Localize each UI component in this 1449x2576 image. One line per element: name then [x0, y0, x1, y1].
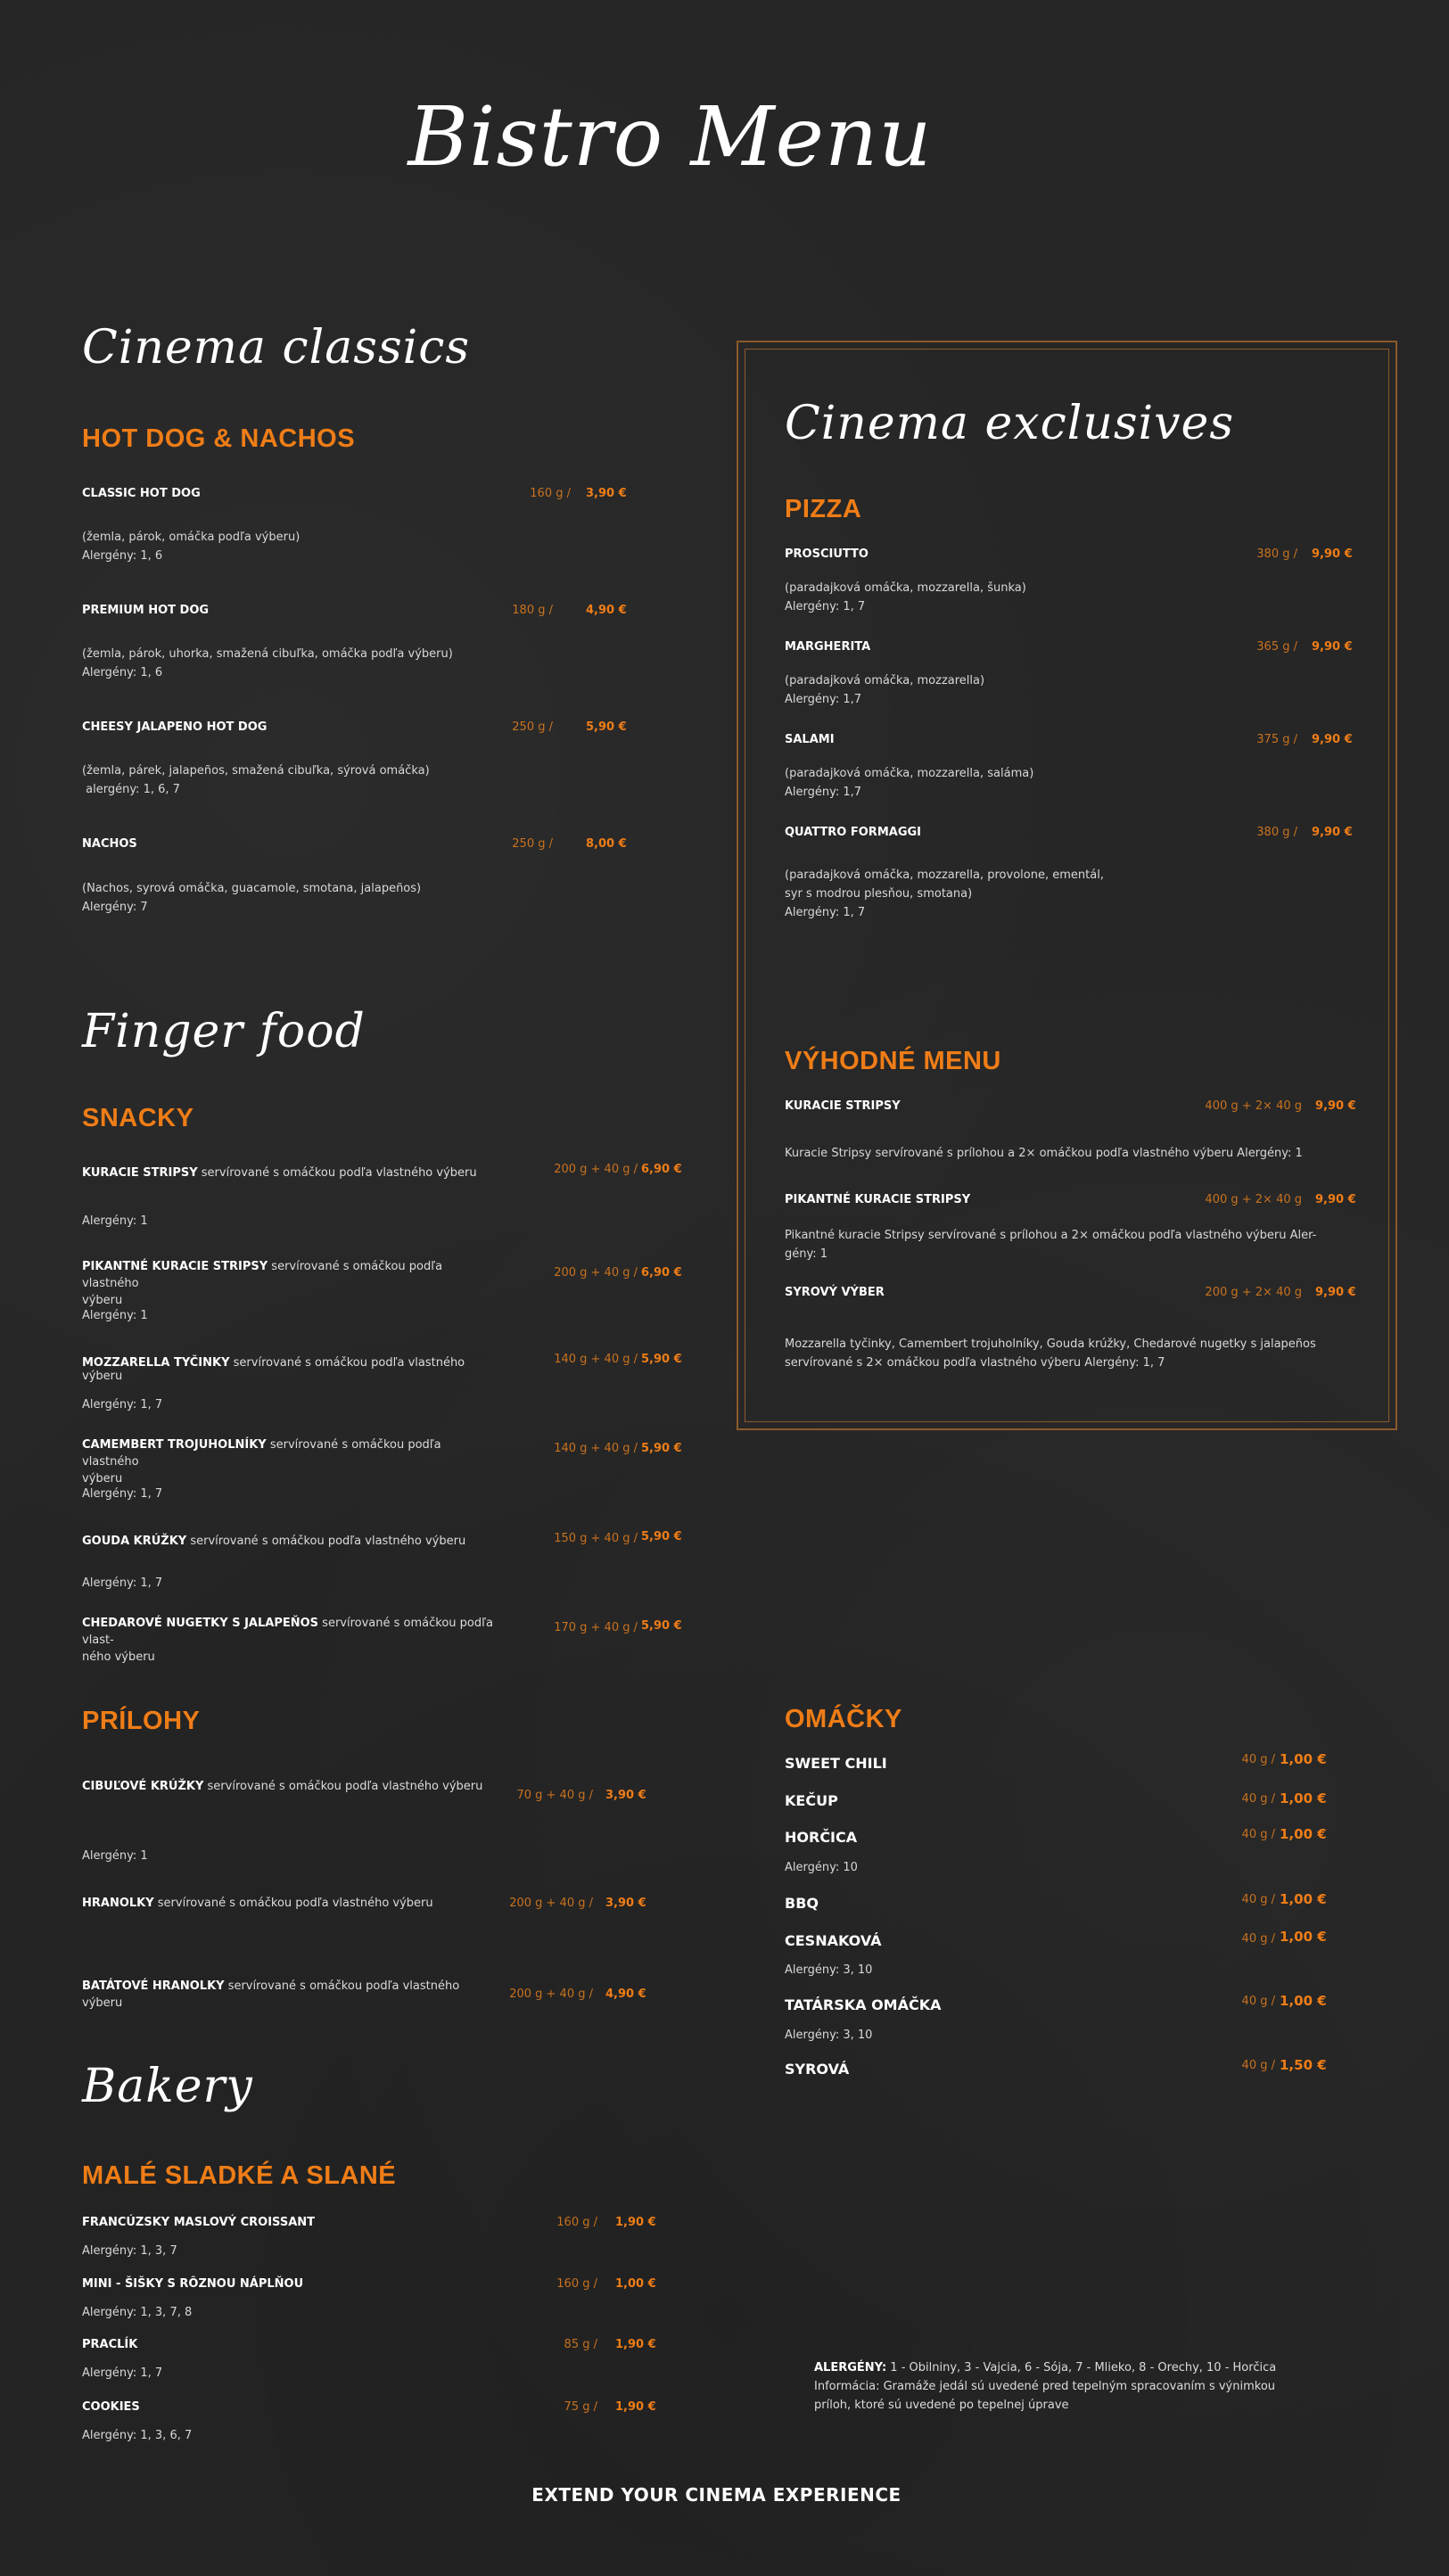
item-price: 5,90 €	[641, 1619, 682, 1633]
category-hot-dog-nachos: HOT DOG & NACHOS	[82, 424, 356, 453]
item-allergens: Alergény: 1	[82, 1849, 148, 1863]
item-name: CHEDAROVÉ NUGETKY S JALAPEŇOS servírované s omáčkou podľa vlast- ného výberu	[82, 1617, 493, 1664]
item-allergens: Alergény: 1,7	[785, 693, 862, 706]
item-weight: 200 g + 40 g /	[554, 1163, 638, 1176]
item-price: 1,00 €	[1280, 1826, 1327, 1842]
item-description: (paradajková omáčka, mozzarella, šunka)	[785, 581, 1026, 595]
item-name: SYROVÁ	[785, 2061, 850, 2078]
item-allergens: Alergény: 1	[82, 1309, 148, 1322]
item-weight: 160 g /	[530, 487, 571, 500]
item-name: CAMEMBERT TROJUHOLNÍKY servírované s omáčkou podľa vlastného výberu	[82, 1438, 441, 1486]
item-weight: 400 g + 2× 40 g	[1205, 1193, 1302, 1206]
item-name: HRANOLKY servírované s omáčkou podľa vlastného výberu	[82, 1897, 433, 1910]
item-name: PIKANTNÉ KURACIE STRIPSY	[785, 1193, 971, 1206]
item-name: HORČICA	[785, 1829, 858, 1846]
item-price: 9,90 €	[1312, 733, 1353, 746]
item-name: FRANCÚZSKY MASLOVÝ CROISSANT	[82, 2216, 316, 2229]
allergen-legend: ALERGÉNY: 1 - Obilniny, 3 - Vajcia, 6 - Sója, 7 - Mlieko, 8 - Orechy, 10 - Horčica	[814, 2361, 1277, 2374]
allergen-info-line: Informácia: Gramáže jedál sú uvedené pred tepelným spracovaním s výnimkou	[814, 2380, 1276, 2393]
item-price: 5,90 €	[641, 1442, 682, 1455]
item-name: SWEET CHILI	[785, 1755, 887, 1772]
item-allergens: Alergény: 1, 7	[82, 1487, 163, 1501]
item-name: KURACIE STRIPSY	[785, 1099, 901, 1113]
item-name: MOZZARELLA TYČINKY servírované s omáčkou podľa vlastného výberu	[82, 1356, 465, 1383]
item-price: 3,90 €	[586, 487, 627, 500]
category-prilohy: PRÍLOHY	[82, 1707, 201, 1735]
item-price: 9,90 €	[1312, 547, 1353, 561]
item-description: (žemla, párek, jalapeños, smažená cibuľka, sýrová omáčka)	[82, 764, 430, 778]
item-name: KURACIE STRIPSY servírované s omáčkou podľa vlastného výberu	[82, 1166, 477, 1180]
item-price: 4,90 €	[605, 1988, 646, 2001]
section-heading-bakery: Bakery	[82, 2060, 253, 2113]
item-weight: 40 g /	[1241, 1792, 1275, 1806]
item-description: Pikantné kuracie Stripsy servírované s prílohou a 2× omáčkou podľa vlastného výberu Aler-	[785, 1229, 1317, 1242]
item-allergens: Alergény: 3, 10	[785, 2029, 873, 2042]
item-price: 1,90 €	[615, 2338, 656, 2351]
item-price: 5,90 €	[586, 720, 627, 734]
item-name: CLASSIC HOT DOG	[82, 487, 201, 500]
item-description: Kuracie Stripsy servírované s prílohou a 2× omáčkou podľa vlastného výberu Alergény: 1	[785, 1147, 1303, 1160]
item-price: 4,90 €	[586, 604, 627, 617]
item-weight: 200 g + 40 g /	[509, 1988, 593, 2001]
category-snacky: SNACKY	[82, 1104, 194, 1132]
item-weight: 180 g /	[512, 604, 553, 617]
item-weight: 380 g /	[1256, 826, 1297, 839]
item-description: (paradajková omáčka, mozzarella)	[785, 674, 985, 687]
item-name: TATÁRSKA OMÁČKA	[785, 1996, 942, 2013]
item-description-line2: syr s modrou plesňou, smotana)	[785, 887, 973, 901]
category-vyhodne-menu: VÝHODNÉ MENU	[785, 1047, 1001, 1075]
item-allergens: Alergény: 10	[785, 1861, 858, 1874]
item-weight: 70 g + 40 g /	[516, 1789, 593, 1802]
item-name: COOKIES	[82, 2400, 140, 2414]
item-name: GOUDA KRÚŽKY servírované s omáčkou podľa vlastného výberu	[82, 1535, 466, 1548]
item-allergens: Alergény: 1, 7	[82, 2366, 163, 2380]
section-heading-cinema-classics: Cinema classics	[82, 321, 471, 374]
item-name: SALAMI	[785, 733, 835, 746]
allergen-note	[814, 2358, 1278, 2415]
item-description: (paradajková omáčka, mozzarella, saláma)	[785, 767, 1034, 780]
item-name: MARGHERITA	[785, 640, 871, 654]
item-weight: 85 g /	[564, 2338, 597, 2351]
section-heading-finger-food: Finger food	[82, 1005, 366, 1058]
item-name: CHEESY JALAPENO HOT DOG	[82, 720, 268, 734]
item-description: Mozzarella tyčinky, Camembert trojuholníky, Gouda krúžky, Chedarové nugetky s jalapeños	[785, 1337, 1316, 1351]
item-description: (žemla, párok, omáčka podľa výberu)	[82, 531, 301, 544]
item-name: NACHOS	[82, 837, 137, 851]
item-weight: 40 g /	[1241, 1753, 1275, 1766]
item-weight: 40 g /	[1241, 2059, 1275, 2072]
item-weight: 140 g + 40 g /	[554, 1442, 638, 1455]
item-price: 9,90 €	[1315, 1193, 1356, 1206]
item-name: MINI - ŠIŠKY S RÔZNOU NÁPLŇOU	[82, 2277, 304, 2291]
item-allergens: Alergény: 1, 7	[82, 1398, 163, 1411]
item-weight: 40 g /	[1241, 1932, 1275, 1946]
item-price: 5,90 €	[641, 1353, 682, 1366]
footer-tagline: EXTEND YOUR CINEMA EXPERIENCE	[531, 2484, 902, 2506]
item-allergens: Alergény: 1, 6	[82, 666, 163, 679]
item-name: PIKANTNÉ KURACIE STRIPSY servírované s omáčkou podľa vlastného výberu	[82, 1260, 443, 1307]
item-allergens: Alergény: 1, 3, 7, 8	[82, 2306, 193, 2319]
item-weight: 40 g /	[1241, 1893, 1275, 1906]
item-allergens: Alergény: 1, 3, 7	[82, 2244, 177, 2258]
item-price: 1,50 €	[1280, 2057, 1327, 2073]
item-allergens: Alergény: 7	[82, 901, 148, 914]
category-male-sladke-a-slane: MALÉ SLADKÉ A SLANÉ	[82, 2161, 397, 2190]
item-weight: 170 g + 40 g /	[554, 1621, 638, 1634]
item-price: 9,90 €	[1312, 640, 1353, 654]
item-description: (Nachos, syrová omáčka, guacamole, smotana, jalapeños)	[82, 882, 422, 895]
item-weight: 160 g /	[556, 2216, 597, 2229]
item-allergens: Alergény: 1, 6	[82, 549, 163, 563]
item-weight: 400 g + 2× 40 g	[1205, 1099, 1302, 1113]
item-price: 1,00 €	[1280, 1891, 1327, 1907]
item-name: PROSCIUTTO	[785, 547, 869, 561]
item-price: 6,90 €	[641, 1163, 682, 1176]
item-price: 3,90 €	[605, 1789, 646, 1802]
item-allergens: Alergény: 1	[82, 1214, 148, 1228]
item-name: CESNAKOVÁ	[785, 1932, 882, 1949]
item-name: PREMIUM HOT DOG	[82, 604, 210, 617]
item-name: PRACLÍK	[82, 2338, 138, 2351]
item-price: 8,00 €	[586, 837, 627, 851]
item-name: BBQ	[785, 1895, 819, 1912]
page-title: Bistro Menu	[408, 89, 933, 185]
item-name: CIBUĽOVÉ KRÚŽKY servírované s omáčkou podľa vlastného výberu	[82, 1780, 483, 1793]
item-price: 1,00 €	[1280, 1751, 1327, 1767]
allergen-info-line: príloh, ktoré sú uvedené po tepelnej úprave	[814, 2399, 1069, 2412]
item-weight: 75 g /	[564, 2400, 597, 2414]
item-weight: 200 g + 40 g /	[554, 1266, 638, 1280]
item-price: 1,00 €	[1280, 1993, 1327, 2009]
item-weight: 150 g + 40 g /	[554, 1532, 638, 1545]
item-description: (žemla, párok, uhorka, smažená cibuľka, omáčka podľa výberu)	[82, 647, 453, 661]
item-price: 9,90 €	[1315, 1099, 1356, 1113]
item-price: 1,00 €	[1280, 1929, 1327, 1945]
item-weight: 250 g /	[512, 837, 553, 851]
item-allergens: Alergény: 3, 10	[785, 1963, 873, 1977]
item-weight: 375 g /	[1256, 733, 1297, 746]
item-weight: 250 g /	[512, 720, 553, 734]
item-weight: 160 g /	[556, 2277, 597, 2291]
item-allergens: Alergény: 1, 3, 6, 7	[82, 2429, 193, 2442]
item-price: 3,90 €	[605, 1897, 646, 1910]
item-weight: 365 g /	[1256, 640, 1297, 654]
item-price: 1,00 €	[615, 2277, 656, 2291]
item-name: SYROVÝ VÝBER	[785, 1286, 885, 1299]
item-weight: 140 g + 40 g /	[554, 1353, 638, 1366]
item-price: 9,90 €	[1315, 1286, 1356, 1299]
item-price: 6,90 €	[641, 1266, 682, 1280]
item-price: 1,90 €	[615, 2400, 656, 2414]
item-price: 5,90 €	[641, 1530, 682, 1543]
item-price: 1,90 €	[615, 2216, 656, 2229]
item-weight: 380 g /	[1256, 547, 1297, 561]
item-allergens: Alergény: 1, 7	[785, 906, 866, 919]
item-description-line2: gény: 1	[785, 1247, 828, 1261]
item-allergens: Alergény: 1, 7	[785, 600, 866, 613]
item-price: 1,00 €	[1280, 1790, 1327, 1806]
item-weight: 200 g + 40 g /	[509, 1897, 593, 1910]
item-weight: 40 g /	[1241, 1995, 1275, 2008]
item-weight: 40 g /	[1241, 1828, 1275, 1841]
item-allergens: alergény: 1, 6, 7	[82, 783, 180, 796]
item-allergens: Alergény: 1,7	[785, 786, 862, 799]
item-weight: 200 g + 2× 40 g	[1205, 1286, 1302, 1299]
item-description: (paradajková omáčka, mozzarella, provolone, ementál,	[785, 868, 1104, 882]
item-price: 9,90 €	[1312, 826, 1353, 839]
section-heading-cinema-exclusives: Cinema exclusives	[785, 397, 1235, 450]
item-name: KEČUP	[785, 1792, 838, 1809]
item-allergens: Alergény: 1, 7	[82, 1576, 163, 1590]
item-name: QUATTRO FORMAGGI	[785, 826, 921, 839]
item-description-line2: servírované s 2× omáčkou podľa vlastného výberu Alergény: 1, 7	[785, 1356, 1165, 1370]
category-omacky: OMÁČKY	[785, 1705, 902, 1733]
category-pizza: PIZZA	[785, 495, 862, 523]
item-name: BATÁTOVÉ HRANOLKY servírované s omáčkou podľa vlastného výberu	[82, 1979, 460, 2010]
